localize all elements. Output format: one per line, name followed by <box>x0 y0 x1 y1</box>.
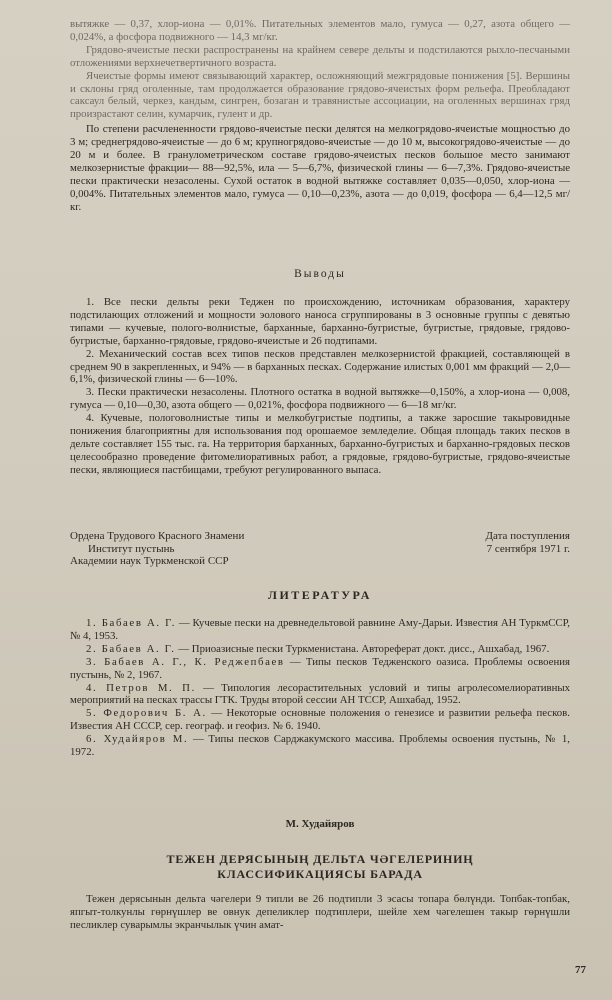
reference-author: 3. Бабаев А. Г., К. Реджепбаев <box>86 655 285 668</box>
intro-paragraph: По степени расчлененности грядово-ячеистые пески делятся на мелкогрядово-ячеистые мощностью до 3 м; среднегрядово-ячеистые — до 6 м; крупногрядово-ячеистые — до 10 м, высокогрядово-ячеистые — до 20 м и более. В гранулометрическом составе грядово-ячеистых песков большое место занимают мелкозернистые фракции— 88—92,5%, ила — 5—6,7%, физической глины — 6—7,3%. Грядово-ячеистые пески практически незасолены. Сухой остаток в водной вытяжке составляет 0,035—0,050, хлор-иона — 0,004%. Питательных элементов мало, гумуса — 0,10—0,23%, азота — до 0,019, фосфора — 6,4—12,5 мг/кг. <box>70 123 570 213</box>
conclusion-item: 1. Все пески дельты реки Теджен по происхождению, источникам образования, характеру подстилающих отложений и мощности эолового наноса сгруппированы в 3 основные группы с девятью типами — кучевые, полого-волнистые, барханные, барханно-бугристые, бугристые, грядовые, грядово-бугристые, барханно-грядовые, грядово-ячеистые и 26 подтипами. <box>70 296 570 347</box>
conclusions-heading: Выводы <box>294 268 346 280</box>
page-number: 77 <box>575 964 586 976</box>
reference-text: — Типология лесорастительных условий и типы агролесомелиоративных мероприятий на песках трассы ГТК. Труды второй сессии АН ТССР, Ашхабад, 1952. <box>70 681 570 707</box>
institution <box>70 530 244 568</box>
reference-text: — Некоторые основные положения о генезисе и развитии рельефа песков. Известия АН СССР, сер. географ. и геофиз. № 6. 1940. <box>70 707 570 733</box>
reference-text: — Типы песков Тедженского оазиса. Проблемы освоения пустынь, № 2, 1967. <box>70 655 570 681</box>
reference-author: 6. Худайяров М. <box>86 733 189 746</box>
conclusion-item: 3. Пески практически незасолены. Плотного остатка в водной вытяжке—0,150%, а хлор-иона — 0,008, гумуса — 0,10—0,30, азота общего — 0,021%, фосфора подвижного — 6—18 мг/кг. <box>70 386 570 412</box>
literature-section <box>70 588 570 759</box>
institution-line: Институт пустынь <box>88 542 175 555</box>
article-body: Тежен дерясынын дельта чәгелери 9 типли ве 26 подтипли 3 эсасы топара бөлүнди. Топбак-топбак, япгыт-толкунлы гөрнүшлер ве овнук депеликлер подтиплери, шейле хем чәгелешен такыр гөрнүшли песликлер суварымлы экранчылык үчин амат- <box>70 893 570 931</box>
reference-item <box>70 617 570 643</box>
intro-paragraph: вытяжке — 0,37, хлор-иона — 0,01%. Питательных элементов мало, гумуса — 0,27, азота общего — 0,024%, а фосфора подвижного — 14,3 мг/кг. <box>70 18 570 43</box>
reference-item <box>70 733 570 759</box>
literature-heading: ЛИТЕРАТУРА <box>268 588 372 602</box>
article-author: М. Худайяров <box>285 818 355 830</box>
intro-paragraph: Грядово-ячеистые пески распространены на крайнем севере дельты и подстилаются рыхло-песчаными отложениями верхнечетвертичного возраста. <box>70 43 570 69</box>
reference-item <box>70 682 570 708</box>
received-date: 7 сентября 1971 г. <box>486 542 570 555</box>
reference-author: 4. Петров М. П. <box>86 681 196 694</box>
reference-text: — Кучевые пески на древнедельтовой равнине Аму-Дарьи. Известия АН ТуркмССР, № 4, 1953. <box>70 617 570 642</box>
conclusion-item: 2. Механический состав всех типов песков представлен мелкозернистой фракцией, составляющей в среднем 90 в закрепленных, и 94% — в барханных песках. Содержание илистых 0,001 мм фракций — 2,0—6,1%, физической глины — 6—10%. <box>70 347 570 386</box>
reference-author: 1. Бабаев А. Г. <box>86 617 177 629</box>
conclusions-section <box>70 268 570 477</box>
received-date-block <box>486 530 570 568</box>
received-label: Дата поступления <box>485 530 570 542</box>
reference-item <box>70 656 570 682</box>
reference-text: — Типы песков Сарджакумского массива. Проблемы освоения пустынь, № 1, 1972. <box>70 733 570 759</box>
affiliation-block <box>70 530 570 568</box>
reference-item <box>70 643 570 656</box>
conclusion-item: 4. Кучевые, пологоволнистые типы и мелкобугристые подтипы, а также заросшие такыровидные понижения благоприятны для использования под орошаемое земледелие. Общая площадь таких песков в дельте составляет 155 тыс. га. На территория барханных, барханно-бугристых и барханно-грядовых песков целесообразно проведение фитомелиоративных работ, а грядовые, грядово-бугристые, грядово-ячеистые пески, являющиеся пастбищами, требуют регулированного выпаса. <box>70 412 570 476</box>
article2-section <box>70 818 570 932</box>
reference-author: 2. Бабаев А. Г. <box>86 642 176 655</box>
reference-text: — Приоазисные пески Туркменистана. Автореферат докт. дисс., Ашхабад, 1967. <box>175 642 550 655</box>
institution-line: Академии наук Туркменской ССР <box>70 555 229 567</box>
institution-line: Ордена Трудового Красного Знамени <box>70 530 245 542</box>
reference-item <box>70 707 570 733</box>
reference-author: 5. Федорович Б. А. <box>86 707 207 720</box>
article-title-line: КЛАССИФИКАЦИЯСЫ БАРАДА <box>217 866 423 881</box>
intro-paragraph: Ячеистые формы имеют связывающий характер, осложняющий межгрядовые понижения [5]. Вершины и склоны гряд оголенные, там продолжается образование грядово-ячеистых форм рельефа. Преобладают саксаул белый, черкез, кандым, сингрен, бозаган и травянистые ассоциации, на оголенных вершинах гряд произрастают селин, кумарчик, гулент и др. <box>70 69 570 121</box>
intro-section <box>70 18 570 214</box>
article-title-line: ТЕЖЕН ДЕРЯСЫНЫҢ ДЕЛЬТА ЧӘГЕЛЕРИНИҢ <box>166 852 474 866</box>
